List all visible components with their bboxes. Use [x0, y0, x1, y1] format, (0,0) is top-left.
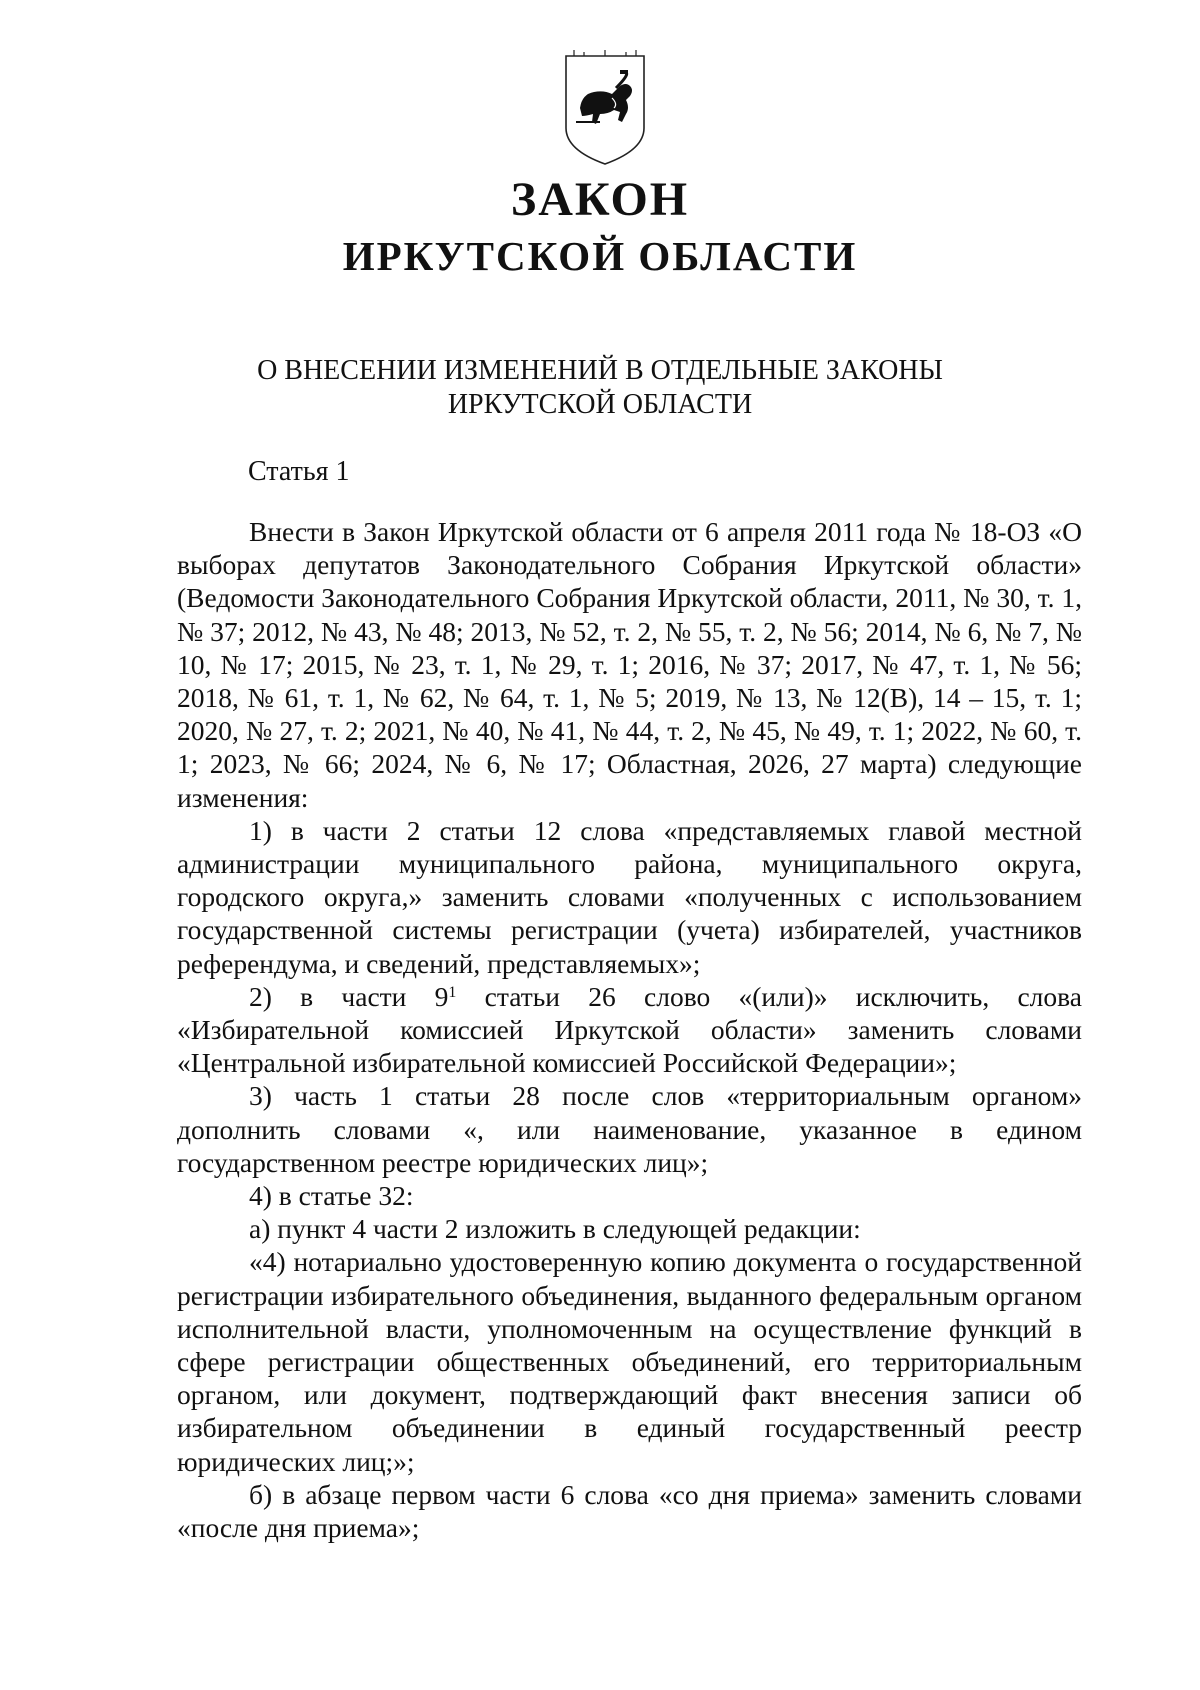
law-subject-line2: ИРКУТСКОЙ ОБЛАСТИ	[447, 389, 753, 420]
item-4: 4) в статье 32:	[249, 1180, 414, 1212]
item-2-end: статьи 26 слово «(или)» исключить, слова «Избирательной комиссией Иркутской области» заменить словами «Центральной избирательной комиссией Российской Федерации»;	[177, 980, 1082, 1079]
item-2-superscript: 1	[448, 983, 457, 1001]
law-subject-line1: О ВНЕСЕНИИ ИЗМЕНЕНИЙ В ОТДЕЛЬНЫЕ ЗАКОНЫ	[257, 355, 943, 386]
coat-of-arms-icon	[560, 50, 650, 168]
law-region: ИРКУТСКОЙ ОБЛАСТИ	[342, 233, 858, 279]
article-heading: Статья 1	[248, 456, 350, 487]
item-3: 3) часть 1 статьи 28 после слов «территориальным органом» дополнить словами «, или наименование, указанное в едином государственном реестре юридических лиц»;	[177, 1080, 1082, 1178]
intro-paragraph: Внести в Закон Иркутской области от 6 апреля 2011 года № 18-ОЗ «О выборах депутатов Законодательного Собрания Иркутской области» (Ведомости Законодательного Собрания Иркутской области, 2011, № 30, т. 1, № 37; 2012, № 43, № 48; 2013, № 52, т. 2, № 55, т. 2, № 56; 2014, № 6, № 7, № 10, № 17; 2015, № 23, т. 1, № 29, т. 1; 2016, № 37; 2017, № 47, т. 1, № 56; 2018, № 61, т. 1, № 62, № 64, т. 1, № 5; 2019, № 13, № 12(В), 14 – 15, т. 1; 2020, № 27, т. 2; 2021, № 40, № 41, № 44, т. 2, № 45, № 49, т. 1; 2022, № 60, т. 1; 2023, № 66; 2024, № 6, № 17; Областная, 2026, 27 марта) следующие изменения:	[177, 516, 1082, 813]
law-title: ЗАКОН	[510, 173, 690, 226]
item-2	[177, 980, 1082, 1080]
item-4a: а) пункт 4 части 2 изложить в следующей редакции:	[249, 1213, 861, 1245]
law-subject	[0, 354, 1200, 422]
item-1: 1) в части 2 статьи 12 слова «представляемых главой местной администрации муниципального района, муниципального округа, городского округа,» заменить словами «полученных с использованием государственной системы регистрации (учета) избирателей, участников референдума, и сведений, представляемых»;	[177, 814, 1082, 979]
article-body	[177, 515, 1082, 1544]
item-4b: б) в абзаце первом части 6 слова «со дня приема» заменить словами «после дня приема»;	[177, 1478, 1082, 1544]
item-4a-quote: «4) нотариально удостоверенную копию документа о государственной регистрации избирательного объединения, выданного федеральным органом исполнительной власти, уполномоченным на осуществление функций в сфере регистрации общественных объединений, его территориальным органом, или документ, подтверждающий факт внесения записи об избирательном объединении в единый государственный реестр юридических лиц;»;	[177, 1246, 1082, 1477]
item-2-start: 2) в части 9	[249, 980, 449, 1012]
